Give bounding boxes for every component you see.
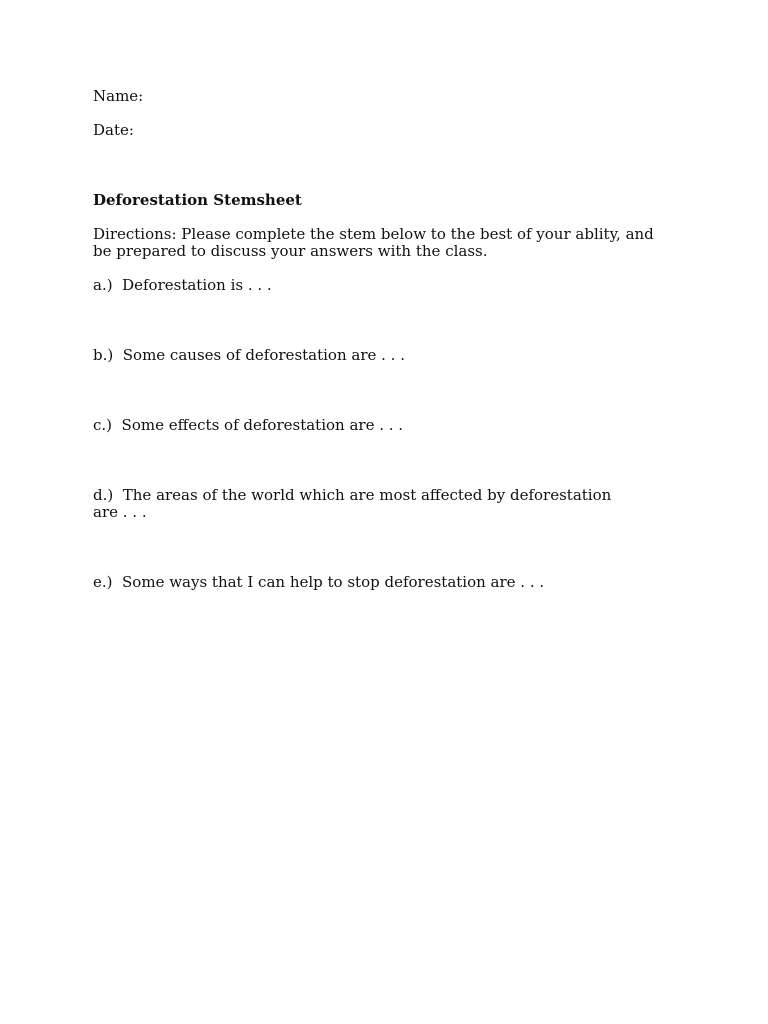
prompt-c: c.) Some effects of deforestation are . . .: [93, 416, 404, 434]
prompt-b: b.) Some causes of deforestation are . . .: [93, 346, 405, 364]
directions-line-1: Directions: Please complete the stem below to the best of your ablity, and: [93, 225, 654, 243]
directions-line-2: be prepared to discuss your answers with the class.: [93, 242, 488, 260]
prompt-a: a.) Deforestation is . . .: [93, 276, 272, 294]
date-label: Date:: [93, 121, 134, 139]
document-title: Deforestation Stemsheet: [93, 191, 302, 209]
prompt-e: e.) Some ways that I can help to stop deforestation are . . .: [93, 573, 545, 591]
prompt-d-line-1: d.) The areas of the world which are most affected by deforestation: [93, 486, 612, 504]
name-label: Name:: [93, 87, 144, 105]
prompt-d-line-2: are . . .: [93, 503, 147, 521]
